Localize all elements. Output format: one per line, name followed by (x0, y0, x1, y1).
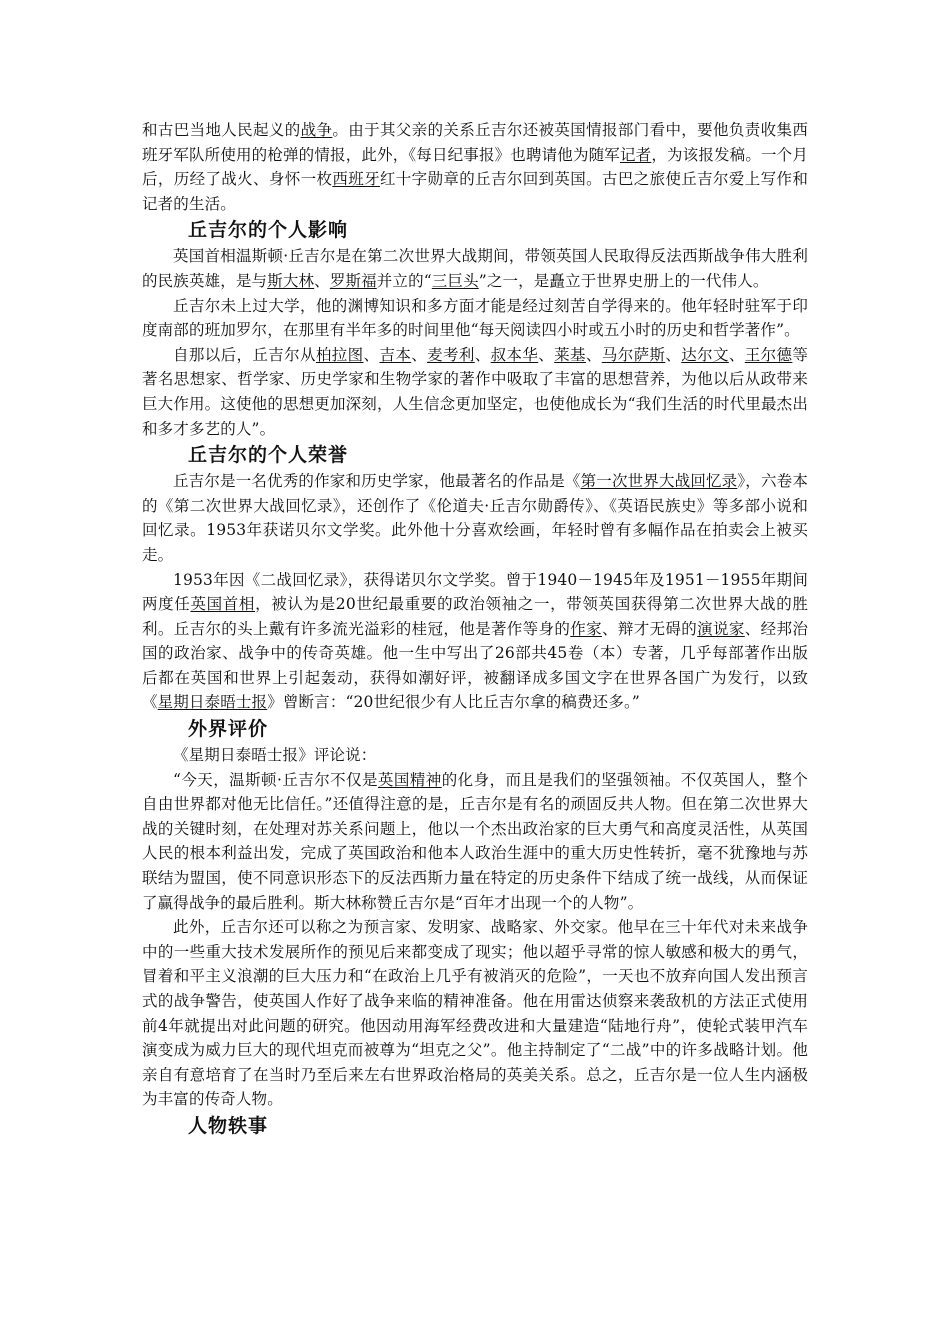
hyperlink[interactable]: 作家 (570, 619, 602, 638)
body-paragraph (142, 294, 808, 343)
section-heading: 丘吉尔的个人影响 (188, 219, 349, 242)
hyperlink[interactable]: 演说家 (697, 619, 745, 638)
text-run: 《星期日泰晤士报》评论说： (173, 746, 377, 765)
hyperlink[interactable]: 第一次世界大战回忆录 (580, 472, 738, 491)
body-paragraph (142, 118, 808, 216)
text-run: 。由于其父亲的关系丘吉尔还被英国情报部门看中，要他负责收集西班牙军队所使用的枪弹的情报，此外，《每日纪事报》也聘请他为随军 (142, 121, 808, 164)
section-heading: 外界评价 (188, 718, 269, 741)
hyperlink[interactable]: 战争 (300, 121, 333, 139)
text-run: 丘吉尔是一名优秀的作家和历史学家，他最著名的作品是《 (173, 472, 581, 491)
text-run: 、辩才无碍的 (602, 619, 698, 638)
hyperlink[interactable]: 莱基 (554, 345, 586, 364)
body-paragraph (142, 743, 808, 768)
body-paragraph (142, 768, 808, 916)
text-run: 、 (411, 345, 428, 364)
hyperlink[interactable]: 记者 (619, 145, 652, 164)
text-run: 、 (474, 345, 491, 364)
text-run: 丘吉尔未上过大学，他的渊博知识和多方面才能是经过刻苦自学得来的。他年轻时驻军于印度南部的班加罗尔，在那里有半年多的时间里他“每天阅读四小时或五小时的历史和哲学著作”。 (142, 296, 808, 340)
text-run: 、 (538, 345, 555, 364)
hyperlink[interactable]: 叔本华 (490, 345, 539, 364)
hyperlink[interactable]: 马尔萨斯 (601, 345, 666, 364)
hyperlink[interactable]: 罗斯福 (329, 271, 377, 290)
text-run: 的化身，而且是我们的坚强领袖。不仅英国人，整个自由世界都对他无比信任。”还值得注意的是，丘吉尔是有名的顽固反共人物。但在第二次世界大战的关键时刻，在处理对苏关系问题上，他以一个杰出政治家的巨大勇气和高度灵活性，从英国人民的根本利益出发，完成了英国政治和他本人政治生涯中的重大历史性转折，毫不犹豫地与苏联结为盟国，使不同意识形态下的反法西斯力量在特定的历史条件下结成了统一战线，从而保证了赢得战争的最后胜利。斯大林称赞丘吉尔是“百年才出现一个的人物”。 (142, 770, 809, 912)
hyperlink[interactable]: 王尔德 (744, 345, 793, 364)
hyperlink[interactable]: 英国精神 (377, 770, 442, 789)
text-run: ，被认为是20世纪最重要的政治领袖之一，带领英国获得第二次世界大战的胜利。丘吉尔的头上戴有许多流光溢彩的桂冠，他是著作等身的 (142, 595, 808, 638)
text-run: 》曾断言：“20世纪很少有人比丘吉尔拿的稿费还多。” (267, 693, 640, 712)
section-heading: 人物轶事 (188, 1114, 269, 1137)
body-paragraph (142, 244, 808, 293)
hyperlink[interactable]: 吉本 (379, 345, 412, 364)
text-run: 》，六卷本的《第二次世界大战回忆录》，还创作了《伦道夫·丘吉尔勋爵传》、《英语民族史》等多部小说和回忆录。1953年获诺贝尔文学奖。此外他十分喜欢绘画，年轻时曾有多幅作品在拍卖会上被买走。 (142, 472, 808, 564)
document-page (142, 118, 808, 1140)
body-paragraph (142, 343, 808, 441)
hyperlink[interactable]: 三巨头 (431, 271, 479, 290)
hyperlink[interactable]: 英国首相 (190, 595, 256, 614)
hyperlink[interactable]: 星期日泰晤士报 (157, 693, 268, 712)
text-run: 1953年因《二战回忆录》，获得诺贝尔文学奖。曾于1940－1945年及1951－1955年期间两度任 (142, 570, 808, 614)
body-paragraph (142, 469, 808, 567)
text-run: ”之一，是矗立于世界史册上的一代伟人。 (478, 271, 769, 290)
hyperlink[interactable]: 斯大林 (267, 271, 315, 290)
text-run: 此外，丘吉尔还可以称之为预言家、发明家、战略家、外交家。他早在三十年代对未来战争中的一些重大技术发展所作的预见后来都变成了现实；他以超乎寻常的惊人敏感和极大的勇气，冒着和平主义浪潮的巨大压力和“在政治上几乎有被消灭的危险”，一天也不放弃向国人发出预言式的战争警告，使英国人作好了战争来临的精神准备。他在用雷达侦察来袭敌机的方法正式使用前4年就提出对此问题的研究。他因动用海军经费改进和大量建造“陆地行舟”，使轮式装甲汽车演变成为威力巨大的现代坦克而被尊为“坦克之父”。他主持制定了“二战”中的许多战略计划。他亲自有意培育了在当时乃至后来左右世界政治格局的英美关系。总之，丘吉尔是一位人生内涵极为丰富的传奇人物。 (142, 918, 808, 1109)
text-run: 英国首相温斯顿·丘吉尔是在第二次世界大战期间，带领英国人民取得反法西斯战争伟大胜利的民族英雄，是与 (142, 247, 808, 290)
body-paragraph (142, 915, 808, 1112)
text-run: 自那以后，丘吉尔从 (173, 345, 316, 364)
section-heading: 丘吉尔的个人荣誉 (188, 444, 349, 467)
text-run: 并立的“ (376, 271, 432, 290)
hyperlink[interactable]: 达尔文 (681, 345, 729, 364)
text-run: 、 (314, 271, 330, 290)
text-run: 、 (728, 345, 745, 364)
text-run: 等著名思想家、哲学家、历史学家和生物学家的著作中吸取了丰富的思想营养，为他以后从政带来巨大作用。这使他的思想更加深刻，人生信念更加坚定，也使他成长为“我们生活的时代里最杰出和多才多艺的人”。 (142, 345, 809, 438)
body-paragraph (142, 568, 808, 716)
text-run: “今天，温斯顿·丘吉尔不仅是 (173, 770, 378, 789)
text-run: 、 (665, 345, 682, 364)
text-run: 、 (585, 345, 602, 364)
text-run: 、 (363, 345, 380, 364)
hyperlink[interactable]: 西班牙 (332, 170, 380, 189)
hyperlink[interactable]: 柏拉图 (315, 345, 364, 364)
text-run: 红十字勋章的丘吉尔回到英国。古巴之旅使丘吉尔爱上写作和记者的生活。 (142, 170, 808, 213)
text-run: ，为该报发稿。一个月后，历经了战火、身怀一枚 (142, 145, 808, 189)
text-run: 和古巴当地人民起义的 (142, 121, 301, 139)
text-run: 、经邦治国的政治家、战争中的传奇英雄。他一生中写出了26部共45卷（本）专著，几乎每部著作出版后都在英国和世界上引起轰动，获得如潮好评，被翻译成多国文字在世界各国广为发行，以致《 (142, 619, 808, 712)
hyperlink[interactable]: 麦考利 (427, 345, 475, 364)
